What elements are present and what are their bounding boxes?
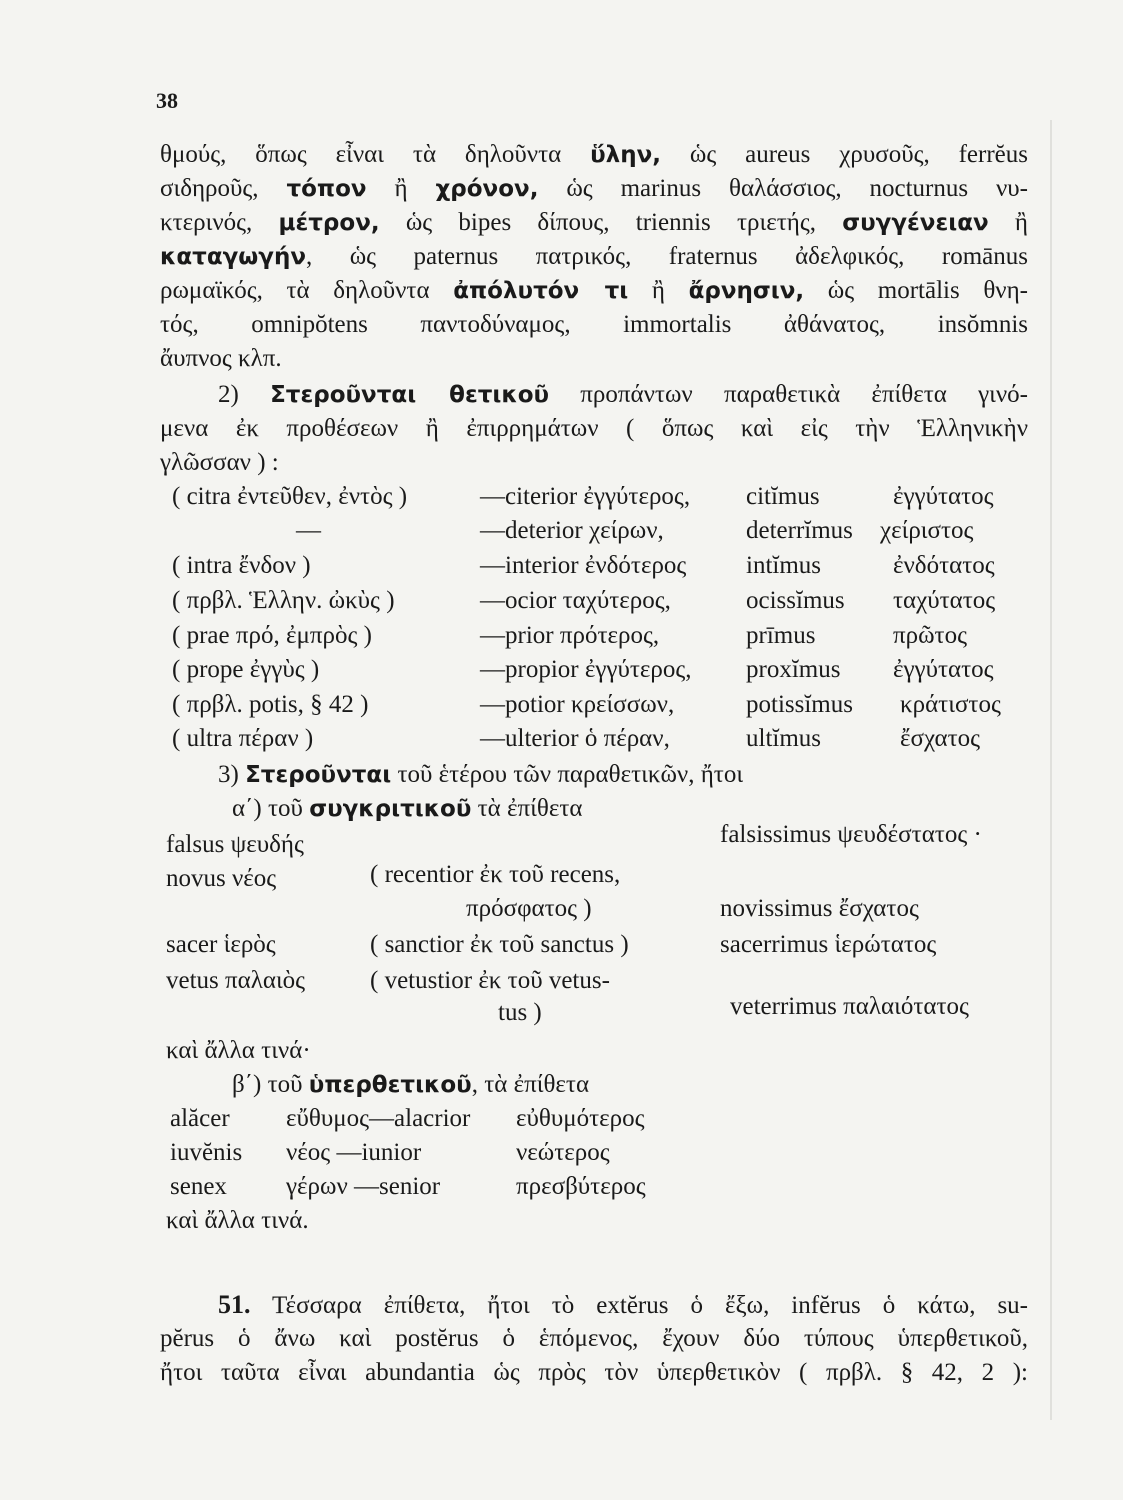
list-item: εὐθυμότερος <box>516 1105 645 1132</box>
para1-line-5: ρωμαϊκός, τὰ δηλοῦντα ἀπόλυτόν τι ἢ ἄρνησιν, ὡς mortālis θνη- <box>160 277 1029 304</box>
para2-line-3: γλῶσσαν ) : <box>160 449 279 476</box>
list-item: πρεσβύτερος <box>516 1173 646 1200</box>
list-item: πρόσφατος ) <box>466 895 592 922</box>
list-item: ( vetustior ἐκ τοῦ vetus- <box>370 967 610 994</box>
list-item: sacer ἱερὸς <box>166 931 276 958</box>
list-item: γέρων —senior <box>286 1173 441 1200</box>
list-item: sacerrimus ἱερώτατος <box>720 931 937 958</box>
para1-line-3: κτερινός, μέτρον, ὡς bipes δίπους, triennis τριετής, συγγένειαν ἢ <box>160 209 1028 236</box>
para51-line-3: ἤτοι ταῦτα εἶναι abundantia ὡς πρὸς τὸν ὑπερθετικὸν ( πρβλ. § 42, 2 ): <box>160 1359 1028 1386</box>
list-item: alăcer <box>170 1105 230 1132</box>
list-item: vetus παλαιὸς <box>166 967 306 994</box>
list-item: falsissimus ψευδέστατος · <box>720 821 982 848</box>
para2-line-2: μενα ἐκ προθέσεων ἢ ἐπιρρημάτων ( ὅπως καὶ εἰς τὴν Ἑλληνικὴν <box>160 415 1028 442</box>
list-item: veterrimus παλαιότατος <box>730 993 969 1020</box>
para1-line-4: καταγωγήν, ὡς paternus πατρικός, fraternus ἀδελφικός, romānus <box>160 243 1028 270</box>
para3-line-1: 3) Στεροῦνται τοῦ ἑτέρου τῶν παραθετικῶν, ἤτοι <box>218 761 744 788</box>
list-item: ( recentior ἐκ τοῦ recens, <box>370 861 621 888</box>
para3b-line: β΄) τοῦ ὑπερθετικοῦ, τὰ ἐπίθετα <box>232 1071 590 1098</box>
para1-line-1: θμούς, ὅπως εἶναι τὰ δηλοῦντα ὕλην, ὡς aureus χρυσοῦς, ferrĕus <box>160 141 1029 168</box>
list-item: νέος —iunior <box>286 1139 422 1166</box>
para1-line-2: σιδηροῦς, τόπον ἢ χρόνον, ὡς marinus θαλάσσιος, nocturnus νυ- <box>160 175 1029 202</box>
list-end: καὶ ἄλλα τινά· <box>166 1037 311 1064</box>
list-item: falsus ψευδής <box>166 831 304 858</box>
para51-line-2: pĕrus ὁ ἄνω καὶ postĕrus ὁ ἑπόμενος, ἔχουν δύο τύπους ὑπερθετικοῦ, <box>160 1325 1028 1352</box>
page-edge-shadow <box>1050 120 1112 1420</box>
list-item: ( sanctior ἐκ τοῦ sanctus ) <box>370 931 629 958</box>
para2-line-1: 2) Στεροῦνται θετικοῦ προπάντων παραθετικὰ ἐπίθετα γινό- <box>218 381 1028 408</box>
book-page: 38 θμούς, ὅπως εἶναι τὰ δηλοῦντα ὕλην, ὡς aureus χρυσοῦς, ferrĕus σιδηροῦς, τόπον ἢ χρόνον, ὡς marinus θαλάσσιος, nocturnus νυ- κτερινός, μέτρον, ὡς bipes δίπους, triennis τριετής, συγγένειαν ἢ καταγωγήν, ὡς paternus πατρικός, fraternus ἀδελφικός, romānus ρωμαϊκός, τὰ δηλοῦντα ἀπόλυτόν τι ἢ ἄρνησιν, ὡς mortālis θνη- τός, omnipŏtens παντοδύναμος, immortalis ἀθάνατος, insŏmnis ἄυπνος κλπ. 2) Στεροῦνται θετικοῦ προπάντων παραθετικὰ ἐπίθετα γινό- μενα ἐκ προθέσεων ἢ ἐπιρρημάτων ( ὅπως καὶ εἰς τὴν Ἑλληνικὴν γλῶσσαν ) : ( citra ἐντεῦθεν, ἐντὸς ) —citerior ἐγγύτερος, citĭmus ἐγγύτατος — —deterior χείρων, deterrĭmus χείριστος ( intra ἔνδον ) —interior ἐνδότερος intĭmus ἐνδότατος ( πρβλ. Ἑλλην. ὠκὺς ) —ocior ταχύτερος, ocissĭmus ταχύτατος ( prae πρό, ἐμπρὸς ) —prior πρότερος, prīmus πρῶτος ( prope ἐγγὺς ) —propior ἐγγύτερος, proxĭmus ἐγγύτατος ( πρβλ. potis, § 42 ) —potior κρείσσων, potissĭmus κράτιστος ( ultra πέραν ) —ulterior ὁ πέραν, ultĭmus ἔσχατος 3) Στεροῦνται τοῦ ἑτέρου τῶν παραθετικῶν, ἤτοι α΄) τοῦ συγκριτικοῦ τὰ ἐπίθετα falsus ψευδής falsissimus ψευδέστατος · novus νέος ( recentior ἐκ τοῦ recens, πρόσφατος ) novissimus ἔσχατος sacer ἱερὸς ( sanctior ἐκ τοῦ sanctus ) sacerrimus ἱερώτατος vetus παλαιὸς ( vetustior ἐκ τοῦ vetus- tus ) veterrimus παλαιότατος καὶ ἄλλα τινά· β΄) τοῦ ὑπερθετικοῦ, τὰ ἐπίθετα alăcer εὔθυμος—alacrior εὐθυμότερος iuvĕnis νέος —iunior νεώτερος senex γέρων —senior πρεσβύτερος καὶ ἄλλα τινά. 51. Τέσσαρα ἐπίθετα, ἤτοι τὸ extĕrus ὁ ἔξω, infĕrus ὁ κάτω, su- pĕrus ὁ ἄνω καὶ postĕrus ὁ ἑπόμενος, ἔχουν δύο τύπους ὑπερθετικοῦ, ἤτοι ταῦτα εἶναι abundantia ὡς πρὸς τὸν ὑπερθετικὸν ( πρβλ. § 42, 2 ): <box>0 0 1123 1500</box>
list-end: καὶ ἄλλα τινά. <box>166 1207 309 1234</box>
list-item: novus νέος <box>166 865 277 892</box>
para1-line-7: ἄυπνος κλπ. <box>160 345 282 372</box>
para3-line-2: α΄) τοῦ συγκριτικοῦ τὰ ἐπίθετα <box>232 795 583 822</box>
list-item: senex <box>170 1173 227 1200</box>
list-item: iuvĕnis <box>170 1139 243 1166</box>
list-item: νεώτερος <box>516 1139 610 1166</box>
list-item: novissimus ἔσχατος <box>720 895 919 922</box>
list-item: εὔθυμος—alacrior <box>286 1105 471 1132</box>
para51-line-1: 51. Τέσσαρα ἐπίθετα, ἤτοι τὸ extĕrus ὁ ἔξω, infĕrus ὁ κάτω, su- <box>218 1290 1028 1319</box>
list-item: tus ) <box>498 999 542 1026</box>
page-number: 38 <box>156 88 178 113</box>
para1-line-6: τός, omnipŏtens παντοδύναμος, immortalis ἀθάνατος, insŏmnis <box>160 311 1028 338</box>
